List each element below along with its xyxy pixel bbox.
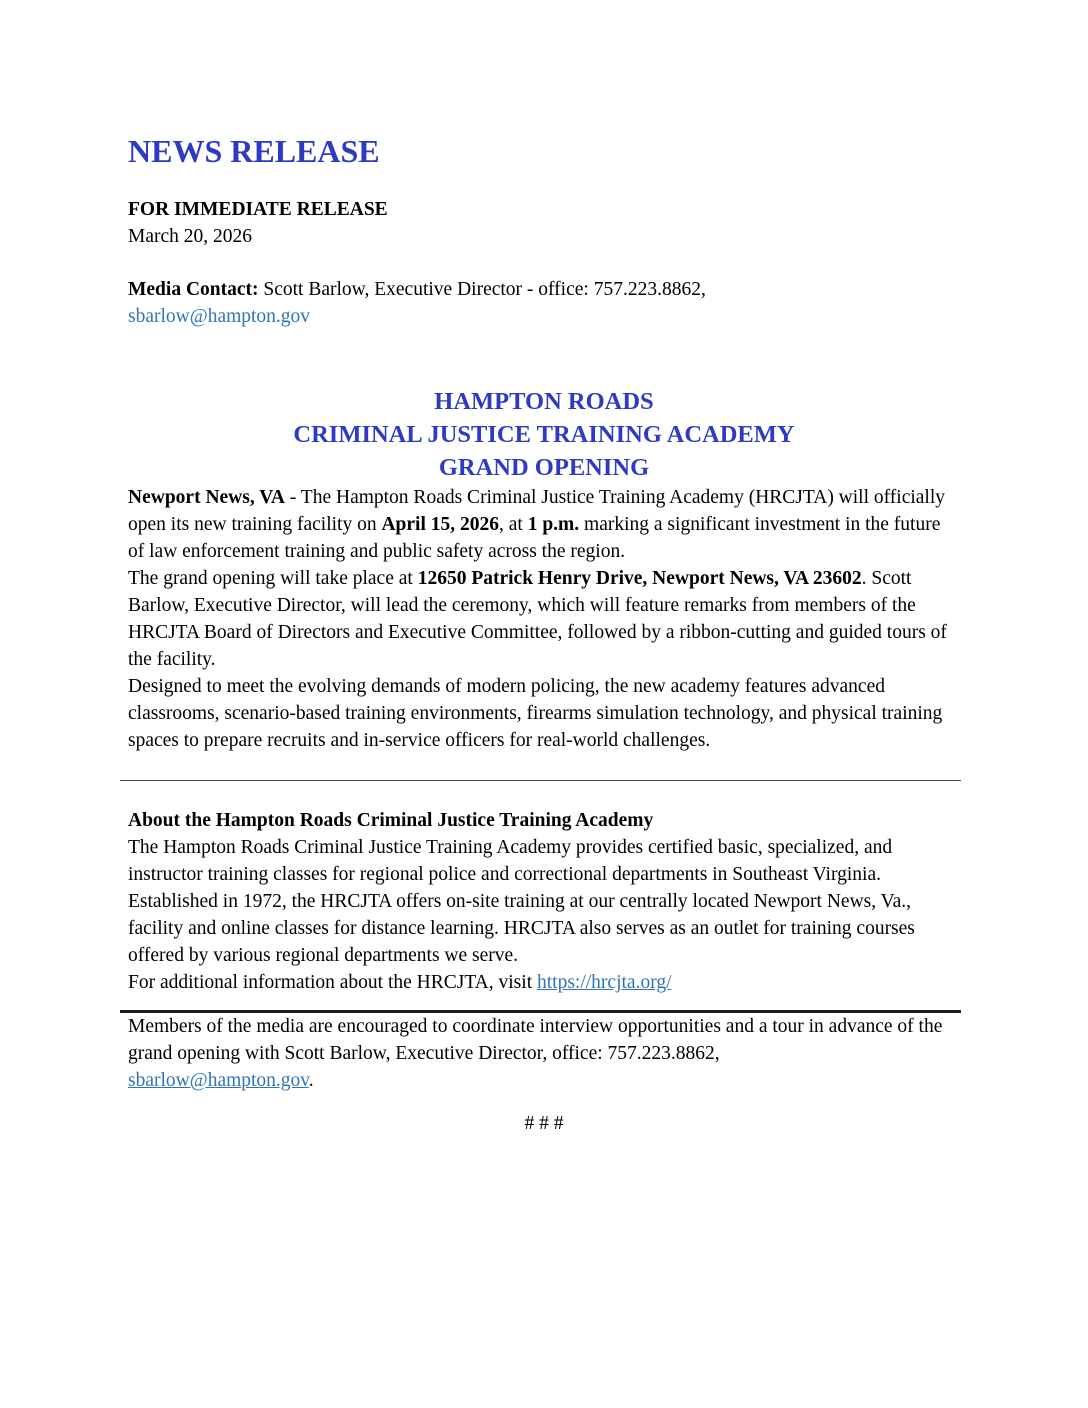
text-run: Newport News, VA xyxy=(128,487,285,508)
paragraph-ceremony xyxy=(128,565,960,673)
text-run: 12650 Patrick Henry Drive, Newport News, VA 23602 xyxy=(417,568,862,589)
text-run: Media Contact: xyxy=(128,279,264,300)
paragraph-opening xyxy=(128,484,960,565)
text-run: The Hampton Roads Criminal Justice Training Academy provides certified basic, specialized, and instructor training classes for regional police and correctional departments in Southeast Virginia. Established in 1972, the HRCJTA offers on-site training at our centrally located Newport News, Va., facility and online classes for distance learning. HRCJTA also serves as an outlet for training courses offered by various regional departments we serve. xyxy=(128,837,915,966)
email-link-bottom[interactable]: sbarlow@hampton.gov xyxy=(128,1070,309,1091)
paragraph-about xyxy=(128,834,960,969)
headline-line-2: CRIMINAL JUSTICE TRAINING ACADEMY xyxy=(293,421,795,448)
text-run: Members of the media are encouraged to coordinate interview opportunities and a tour in advance of the grand opening with Scott Barlow, Executive Director, office: 757.223.8862, xyxy=(128,1016,943,1064)
divider-thin xyxy=(120,780,961,781)
text-run: For additional information about the HRCJTA, visit xyxy=(128,972,537,993)
text-run: April 15, 2026 xyxy=(381,514,499,535)
page-title: NEWS RELEASE xyxy=(128,133,380,169)
website-link[interactable]: https://hrcjta.org/ xyxy=(537,972,672,993)
text-run: marking a significant investment in the future of law enforcement training and public safety across the region. xyxy=(128,514,941,562)
email-link-top[interactable]: sbarlow@hampton.gov xyxy=(128,306,311,327)
text-run: Designed to meet the evolving demands of modern policing, the new academy features advanced classrooms, scenario-based training environments, firearms simulation technology, and physical training spaces to prepare recruits and in-service officers for real-world challenges. xyxy=(128,676,943,751)
additional-info-line xyxy=(128,969,960,996)
text-run: , at xyxy=(499,514,528,535)
text-run: . Scott Barlow, Executive Director, will lead the ceremony, which will feature remarks from members of the HRCJTA Board of Directors and Executive Committee, followed by a ribbon-cutting and guided tours of the facility. xyxy=(128,568,947,670)
release-block xyxy=(128,196,960,250)
text-run: Scott Barlow, Executive Director - office: 757.223.8862, xyxy=(263,279,706,300)
about-heading: About the Hampton Roads Criminal Justice Training Academy xyxy=(128,810,654,831)
headline xyxy=(128,385,960,484)
paragraph-facility xyxy=(128,673,960,754)
media-contact xyxy=(128,276,960,330)
text-run: . xyxy=(308,1070,314,1091)
release-label: FOR IMMEDIATE RELEASE xyxy=(128,199,388,220)
headline-line-3: GRAND OPENING xyxy=(438,454,650,481)
paragraph-media-note xyxy=(128,1013,960,1094)
release-date: March 20, 2026 xyxy=(128,226,253,247)
text-run: 1 p.m. xyxy=(527,514,580,535)
end-mark: # # # xyxy=(524,1113,564,1134)
headline-line-1: HAMPTON ROADS xyxy=(434,388,654,415)
text-run: The grand opening will take place at xyxy=(128,568,418,589)
text-run: - The Hampton Roads Criminal Justice Training Academy (HRCJTA) will officially open its new training facility on xyxy=(128,487,946,535)
